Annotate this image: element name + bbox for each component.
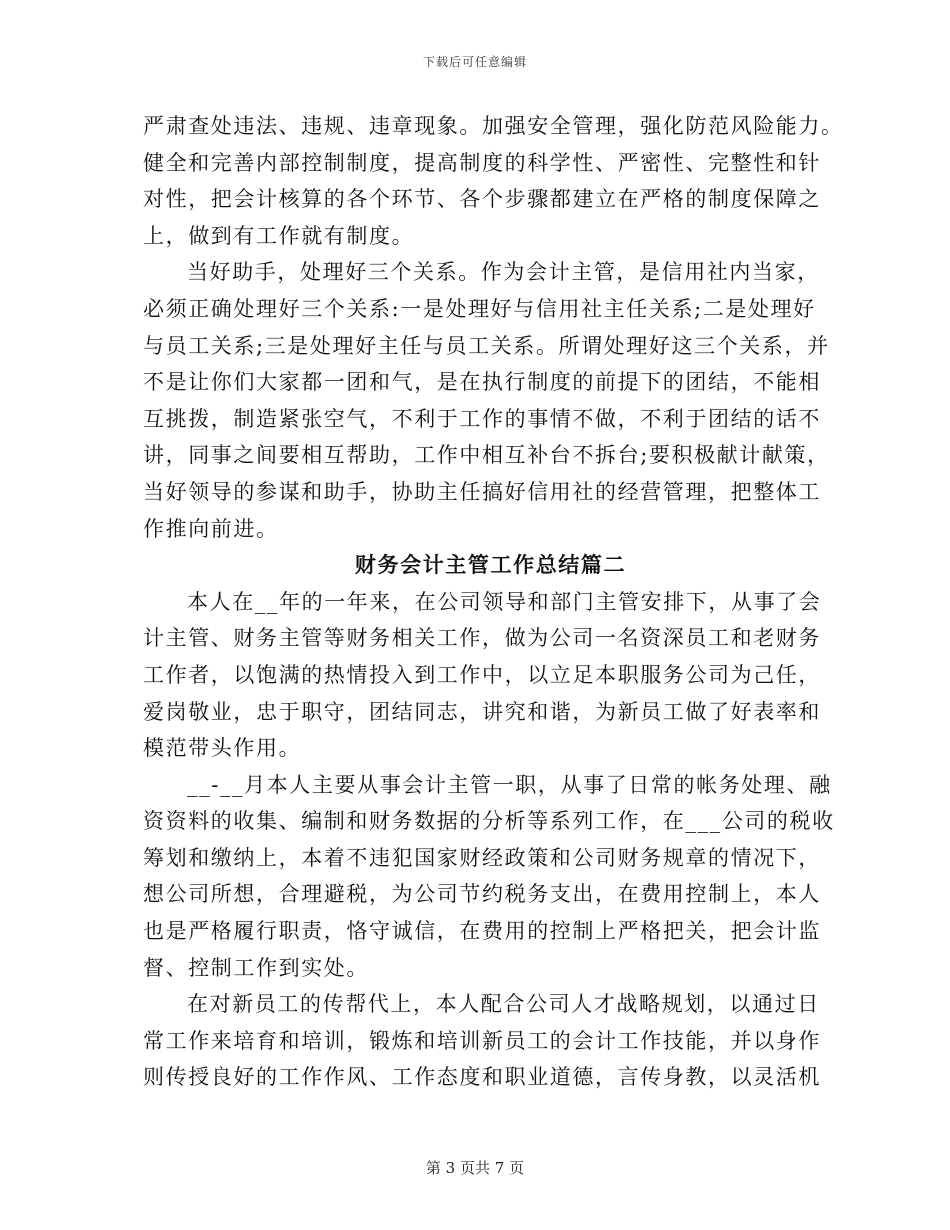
text-line: 爱岗敬业，忠于职守，团结同志，讲究和谐，为新员工做了好表率和 [143, 699, 821, 724]
page-number: 第 3 页共 7 页 [425, 1159, 525, 1177]
text-line: 本人在__年的一年来，在公司领导和部门主管安排下，从事了会 [187, 589, 822, 614]
paragraph [143, 986, 821, 1096]
paragraph [143, 108, 844, 254]
text-line: 严肃查处违法、违规、违章现象。加强安全管理，强化防范风险能力。 [143, 114, 844, 138]
text-line: 工作者，以饱满的热情投入到工作中，以立足本职服务公司为己任， [143, 662, 821, 687]
text-line: 则传授良好的工作作风、工作态度和职业道德，言传身教，以灵活机 [143, 1065, 821, 1090]
text-line: 健全和完善内部控制制度，提高制度的科学性、严密性、完整性和针 [143, 150, 821, 175]
text-line: 督、控制工作到实处。 [143, 955, 369, 980]
section-title: 财务会计主管工作总结篇二 [354, 552, 627, 578]
text-line: 当好领导的参谋和助手，协助主任搞好信用社的经营管理，把整体工 [143, 479, 821, 504]
text-line: 也是严格履行职责，恪守诚信，在费用的控制上严格把关，把会计监 [143, 919, 821, 944]
text-line: 互挑拨，制造紧张空气，不利于工作的事情不做，不利于团结的话不 [143, 406, 821, 431]
document-body [143, 108, 844, 1096]
text-line: 讲，同事之间要相互帮助，工作中相互补台不拆台;要积极献计献策， [143, 443, 830, 468]
text-line: 不是让你们大家都一团和气，是在执行制度的前提下的团结，不能相 [143, 370, 821, 395]
text-line: 想公司所想，合理避税，为公司节约税务支出，在费用控制上，本人 [143, 882, 821, 907]
paragraph [143, 254, 830, 547]
text-line: 计主管、财务主管等财务相关工作，做为公司一名资深员工和老财务 [143, 626, 821, 651]
text-line: 常工作来培育和培训，锻炼和培训新员工的会计工作技能，并以身作 [143, 1028, 821, 1053]
page-header: 下载后可任意编辑 [422, 55, 527, 69]
text-line: 上，做到有工作就有制度。 [143, 223, 415, 248]
text-line: 必须正确处理好三个关系:一是处理好与信用社主任关系;二是处理好 [143, 296, 816, 321]
text-line: 当好助手，处理好三个关系。作为会计主管，是信用社内当家， [187, 260, 820, 285]
text-line: 筹划和缴纳上，本着不违犯国家财经政策和公司财务规章的情况下， [143, 845, 821, 870]
text-line: 与员工关系;三是处理好主任与员工关系。所谓处理好这三个关系，并 [143, 333, 830, 358]
text-line: 对性，把会计核算的各个环节、各个步骤都建立在严格的制度保障之 [143, 187, 821, 212]
text-line: __-__月本人主要从事会计主管一职，从事了日常的帐务处理、融 [187, 772, 832, 797]
text-line: 在对新员工的传帮代上，本人配合公司人才战略规划，以通过日 [187, 992, 820, 1017]
paragraph [143, 584, 822, 767]
text-line: 模范带头作用。 [143, 736, 302, 761]
paragraph [143, 767, 835, 987]
text-line: 资资料的收集、编制和财务数据的分析等系列工作，在___公司的税收 [143, 809, 835, 834]
text-line: 作推向前进。 [143, 516, 279, 541]
